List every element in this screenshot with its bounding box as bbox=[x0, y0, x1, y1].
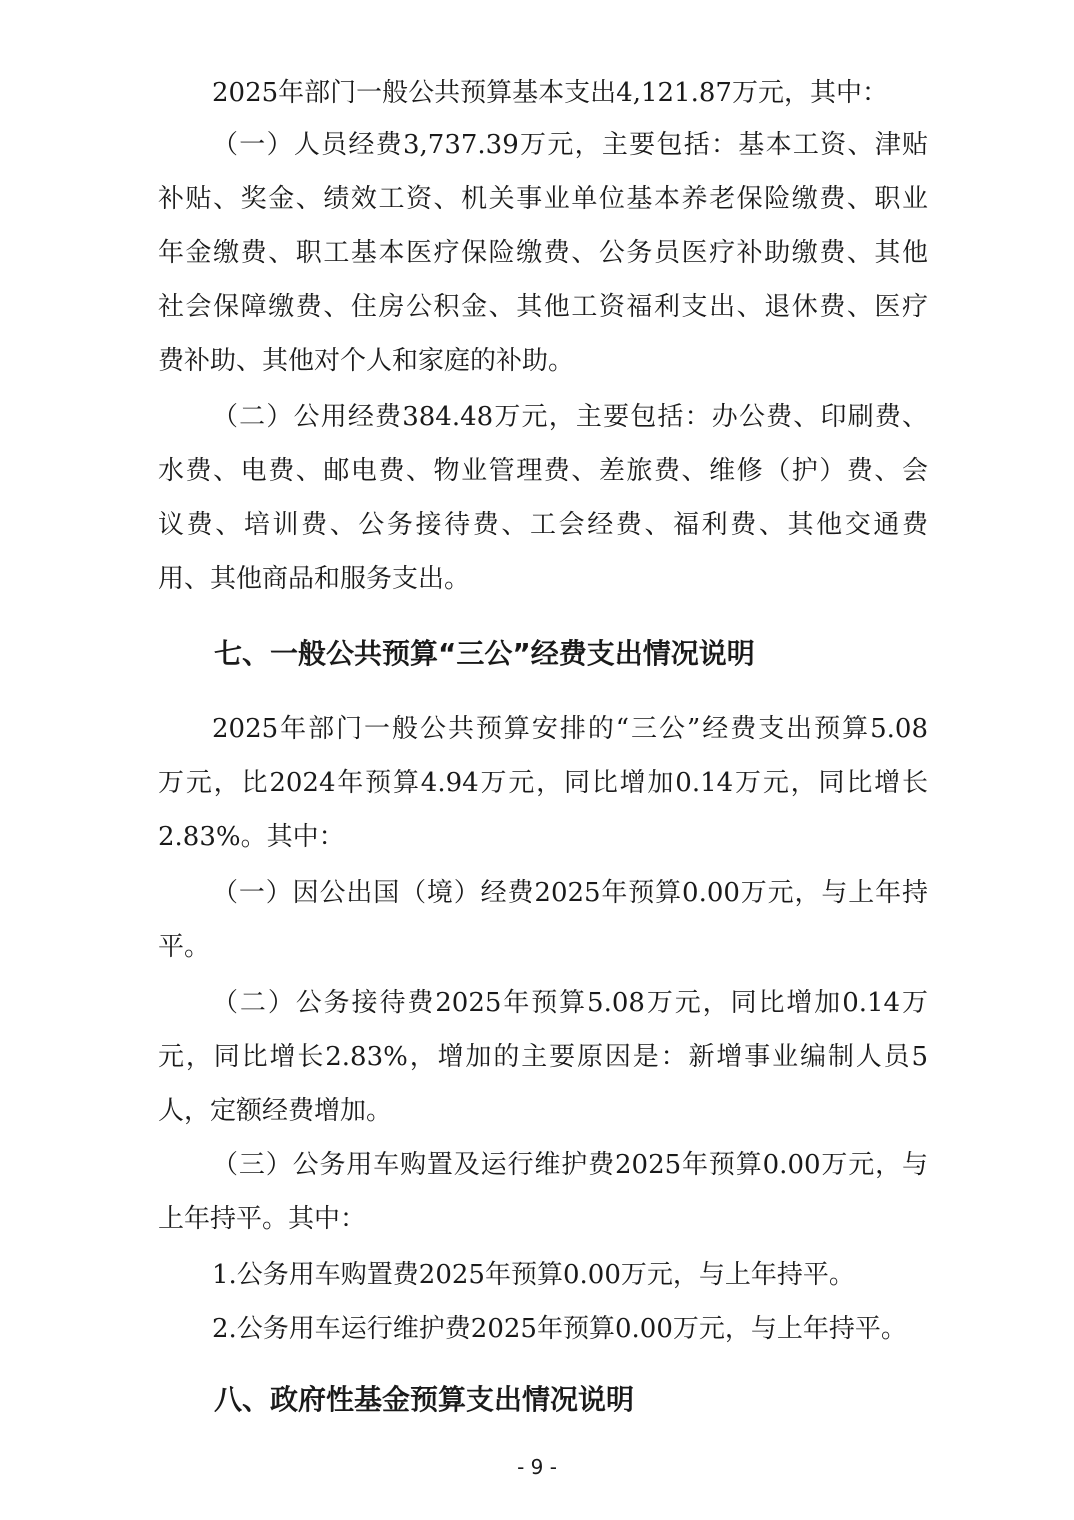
paragraph-line: 水费、电费、邮电费、物业管理费、差旅费、维修（护）费、会 bbox=[158, 456, 928, 486]
paragraph-line: 2025年部门一般公共预算基本支出4,121.87万元，其中： bbox=[212, 78, 888, 108]
paragraph-line: （一）人员经费3,737.39万元，主要包括：基本工资、津贴 bbox=[212, 130, 928, 160]
paragraph-line: 人，定额经费增加。 bbox=[158, 1096, 393, 1126]
page-number: - 9 - bbox=[517, 1455, 557, 1479]
paragraph-line: （二）公务接待费2025年预算5.08万元，同比增加0.14万 bbox=[212, 988, 928, 1018]
paragraph-line: 2.83%。其中： bbox=[158, 822, 345, 852]
paragraph-line: （二）公用经费384.48万元，主要包括：办公费、印刷费、 bbox=[212, 402, 928, 432]
section-heading: 七、一般公共预算“三公”经费支出情况说明 bbox=[214, 637, 755, 670]
paragraph-line: 补贴、奖金、绩效工资、机关事业单位基本养老保险缴费、职业 bbox=[158, 184, 928, 214]
paragraph-line: 上年持平。其中： bbox=[158, 1204, 367, 1234]
paragraph-line: 万元，比2024年预算4.94万元，同比增加0.14万元，同比增长 bbox=[158, 768, 928, 798]
paragraph-line: （三）公务用车购置及运行维护费2025年预算0.00万元，与 bbox=[212, 1150, 928, 1180]
paragraph-line: （一）因公出国（境）经费2025年预算0.00万元，与上年持 bbox=[212, 878, 928, 908]
list-item: 2.公务用车运行维护费2025年预算0.00万元，与上年持平。 bbox=[212, 1314, 907, 1344]
paragraph-line: 年金缴费、职工基本医疗保险缴费、公务员医疗补助缴费、其他 bbox=[158, 238, 928, 268]
paragraph-line: 费补助、其他对个人和家庭的补助。 bbox=[158, 346, 575, 376]
paragraph-line: 用、其他商品和服务支出。 bbox=[158, 564, 471, 594]
paragraph-line: 平。 bbox=[158, 932, 211, 962]
paragraph-line: 社会保障缴费、住房公积金、其他工资福利支出、退休费、医疗 bbox=[158, 292, 928, 322]
section-heading: 八、政府性基金预算支出情况说明 bbox=[214, 1383, 635, 1416]
list-item: 1.公务用车购置费2025年预算0.00万元，与上年持平。 bbox=[212, 1260, 855, 1290]
paragraph-line: 议费、培训费、公务接待费、工会经费、福利费、其他交通费 bbox=[158, 510, 928, 540]
paragraph-line: 元，同比增长2.83%，增加的主要原因是：新增事业编制人员5 bbox=[158, 1042, 928, 1072]
paragraph-line: 2025年部门一般公共预算安排的“三公”经费支出预算5.08 bbox=[212, 714, 928, 744]
